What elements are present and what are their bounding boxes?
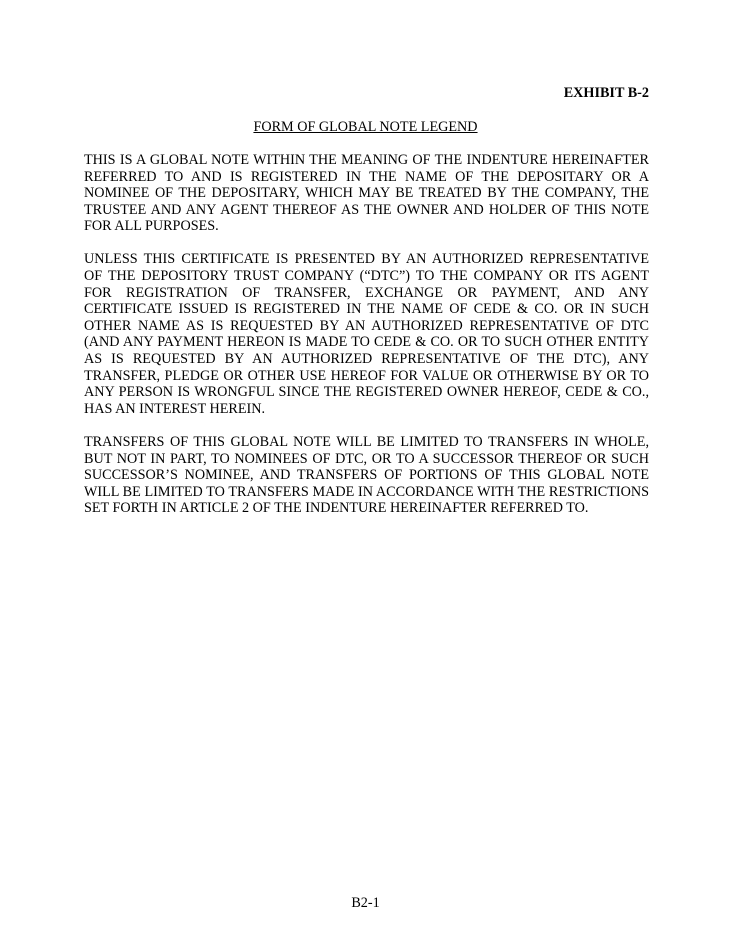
document-title: FORM OF GLOBAL NOTE LEGEND xyxy=(253,119,478,135)
document-body xyxy=(84,152,649,533)
paragraph-dtc-legend: UNLESS THIS CERTIFICATE IS PRESENTED BY AN AUTHORIZED REPRESENTATIVE OF THE DEPOSITORY TRUST COMPANY (“DTC”) TO THE COMPANY OR ITS AGENT FOR REGISTRATION OF TRANSFER, EXCHANGE OR PAYMENT, AND ANY CERTIFICATE ISSUED IS REGISTERED IN THE NAME OF CEDE & CO. OR IN SUCH OTHER NAME AS IS REQUESTED BY AN AUTHORIZED REPRESENTATIVE OF DTC (AND ANY PAYMENT HEREON IS MADE TO CEDE & CO. OR TO SUCH OTHER ENTITY AS IS REQUESTED BY AN AUTHORIZED REPRESENTATIVE OF THE DTC), ANY TRANSFER, PLEDGE OR OTHER USE HEREOF FOR VALUE OR OTHERWISE BY OR TO ANY PERSON IS WRONGFUL SINCE THE REGISTERED OWNER HEREOF, CEDE & CO., HAS AN INTEREST HEREIN. xyxy=(84,251,649,417)
paragraph-global-note: THIS IS A GLOBAL NOTE WITHIN THE MEANING OF THE INDENTURE HEREINAFTER REFERRED TO AND IS REGISTERED IN THE NAME OF THE DEPOSITARY OR A NOMINEE OF THE DEPOSITARY, WHICH MAY BE TREATED BY THE COMPANY, THE TRUSTEE AND ANY AGENT THEREOF AS THE OWNER AND HOLDER OF THIS NOTE FOR ALL PURPOSES. xyxy=(84,152,649,235)
paragraph-transfer-restrictions: TRANSFERS OF THIS GLOBAL NOTE WILL BE LIMITED TO TRANSFERS IN WHOLE, BUT NOT IN PART, TO NOMINEES OF DTC, OR TO A SUCCESSOR THEREOF OR SUCH SUCCESSOR’S NOMINEE, AND TRANSFERS OF PORTIONS OF THIS GLOBAL NOTE WILL BE LIMITED TO TRANSFERS MADE IN ACCORDANCE WITH THE RESTRICTIONS SET FORTH IN ARTICLE 2 OF THE INDENTURE HEREINAFTER REFERRED TO. xyxy=(84,433,649,517)
exhibit-label: EXHIBIT B-2 xyxy=(563,85,649,101)
page-number: B2-1 xyxy=(351,895,380,911)
